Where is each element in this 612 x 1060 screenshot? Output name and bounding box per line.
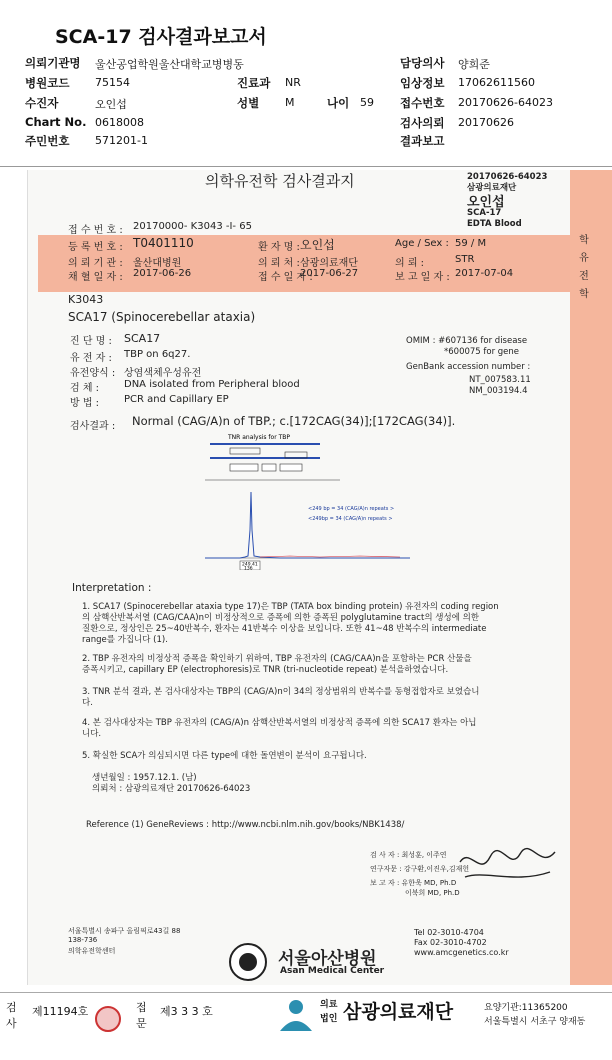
stamp-sample: EDTA Blood	[467, 219, 522, 229]
reg-label: 등 록 번 호 :	[68, 242, 123, 253]
detail-value: TBP on 6q27.	[124, 349, 191, 360]
chart-repeat-label-2: <249bp = 34 (CAG/A)n repeats >	[308, 516, 393, 522]
brand-name: 삼광의료재단	[343, 1001, 454, 1023]
collect-label: 채 혈 일 자 :	[68, 272, 123, 283]
detail-label: 유 전 자 :	[70, 353, 112, 364]
signer-line: 연구자문 : 강구환,이진우,김재헌	[370, 865, 470, 873]
report-sidebar	[570, 170, 612, 985]
contact-tel: Tel 02-3010-4704	[414, 928, 484, 937]
patient-value: 오인섭	[300, 238, 335, 252]
address-line: 의학유전학센터	[68, 947, 116, 955]
detail-value: DNA isolated from Peripheral blood	[124, 379, 300, 390]
detail-label: 유전양식 :	[70, 368, 116, 379]
chart-peak-label: 249.41	[242, 562, 258, 568]
agesex-label: Age / Sex :	[395, 238, 449, 249]
chart-peak	[205, 492, 410, 558]
test-code: K3043	[68, 293, 104, 306]
agesex-value: 59 / M	[455, 238, 487, 249]
label-patient: 수진자	[25, 96, 59, 110]
footer-cell: 사	[6, 1017, 17, 1030]
interp-title: Interpretation :	[72, 582, 152, 594]
value-resident-no: 571201-1	[95, 134, 148, 147]
label-chart: Chart No.	[25, 115, 87, 129]
detail-label: 방 법 :	[70, 398, 100, 409]
interp-line: range를 가집니다 (1).	[82, 635, 168, 645]
omim-disease: OMIM : #607136 for disease	[406, 336, 528, 346]
label-hosp-code: 병원코드	[25, 76, 70, 90]
reportdate-value: 2017-07-04	[455, 268, 514, 279]
hosp-value: 울산대병원	[133, 258, 182, 269]
chart-sca-box	[262, 464, 276, 471]
label-dept: 진료과	[237, 76, 271, 90]
referred-by: 의뢰처 : 삼광의료재단 20170626-64023	[92, 784, 251, 794]
receive-label: 접 수 일 자 :	[258, 272, 313, 283]
foundation-logo-icon	[276, 997, 316, 1031]
receive-value: 2017-06-27	[300, 268, 359, 279]
detail-value: PCR and Capillary EP	[124, 394, 229, 405]
detail-value: 상염색체우성유전	[124, 368, 202, 379]
report-heading: 의학유전학 검사결과지	[205, 172, 355, 190]
value-patient: 오인섭	[95, 98, 127, 111]
contact-web: www.amcgenetics.co.kr	[414, 948, 509, 957]
label-doctor: 담당의사	[400, 56, 445, 70]
genbank-nm: NM_003194.4	[469, 386, 528, 396]
footer-address: 서울특별시 서초구 양재동	[484, 1017, 586, 1027]
birth-date: 생년월일 : 1957.12.1. (남)	[92, 773, 197, 783]
collect-value: 2017-06-26	[133, 268, 192, 279]
chart-repeat-label-1: <249 bp = 34 (CAG/A)n repeats >	[308, 506, 395, 512]
chart-normal-box	[230, 448, 260, 454]
detail-label: 진 단 명 :	[70, 336, 112, 347]
footer	[0, 992, 612, 1060]
value-dept: NR	[285, 76, 301, 89]
label-accession: 접수번호	[400, 96, 445, 110]
chart-sca-box	[230, 464, 258, 471]
interp-line: 3. TNR 분석 결과, 본 검사대상자는 TBP의 (CAG/A)n이 34의 정상범위의 반복수를 동형접합자로 보였습니	[82, 687, 480, 697]
page-title: SCA-17 검사결과보고서	[55, 26, 267, 48]
doc-label: 의 뢰 :	[395, 258, 425, 269]
asan-seal-icon	[228, 942, 268, 982]
chart-title: TNR analysis for TBP	[228, 434, 290, 441]
value-sex: M	[285, 96, 295, 109]
interp-line: 4. 본 검사대상자는 TBP 유전자의 (CAG/A)n 삼핵산반복서열의 비정상적 증폭에 의한 SCA17 환자는 아닙	[82, 718, 477, 728]
result-label: 검사결과 :	[70, 421, 116, 432]
chart-noise	[260, 556, 400, 557]
signer-line: 이북희 MD, Ph.D	[405, 889, 460, 897]
value-doctor: 양희준	[458, 58, 490, 71]
signer-line: 보 고 자 : 유한욱 MD, Ph.D	[370, 879, 457, 887]
genbank-nt: NT_007583.11	[469, 375, 531, 385]
sidebar-label: 학 유 전 학	[579, 235, 589, 300]
test-name: SCA17 (Spinocerebellar ataxia)	[68, 310, 256, 324]
label-request: 검사의뢰	[400, 116, 445, 130]
footer-cell: 문	[136, 1017, 147, 1030]
chart-peak-height: 136	[244, 566, 253, 570]
reference: Reference (1) GeneReviews : http://www.ncbi.nlm.nih.gov/books/NBK1438/	[86, 820, 405, 830]
label-resident-no: 주민번호	[25, 134, 70, 148]
value-chart: 0618008	[95, 116, 144, 129]
footer-cell: 접	[136, 1001, 147, 1014]
red-stamp-icon	[94, 1005, 122, 1033]
label-age: 나이	[327, 96, 350, 110]
chart-sca-box	[280, 464, 302, 471]
value-age: 59	[360, 96, 374, 109]
refer-value: 삼광의료재단	[300, 258, 358, 269]
accession-label: 접 수 번 호 :	[68, 225, 123, 236]
value-accession: 20170626-64023	[458, 96, 553, 109]
footer-cell: 검	[6, 1001, 17, 1014]
hosp-label: 의 뢰 기 관 :	[68, 258, 123, 269]
brand-prefix: 법인	[320, 1014, 338, 1024]
patient-label: 환 자 명 :	[258, 242, 300, 253]
stamp-org: 삼광의료재단	[467, 183, 517, 193]
interp-line: 의 삼핵산반복서열 (CAG/CAA)n이 비정상적으로 증폭에 의한 증폭된 polyglutamine tract의 생성에 의한	[82, 613, 479, 623]
genbank-label: GenBank accession number :	[406, 362, 531, 372]
interp-line: 1. SCA17 (Spinocerebellar ataxia type 17)은 TBP (TATA box binding protein) 유전자의 coding region	[82, 602, 499, 612]
doc-value: STR	[455, 254, 475, 265]
refer-label: 의 뢰 처 :	[258, 258, 300, 269]
interp-line: 다.	[82, 698, 93, 708]
reportdate-label: 보 고 일 자 :	[395, 272, 450, 283]
tnr-chart	[200, 430, 420, 570]
stamp-test: SCA-17	[467, 208, 502, 218]
omim-gene: *600075 for gene	[444, 347, 520, 357]
footer-license: 제11194호	[32, 1005, 89, 1018]
label-sex: 성별	[237, 96, 260, 110]
accession-value: 20170000- K3043 -I- 65	[133, 221, 252, 232]
value-hosp-code: 75154	[95, 76, 130, 89]
contact-fax: Fax 02-3010-4702	[414, 938, 487, 947]
value-clinical: 17062611560	[458, 76, 535, 89]
interp-line: 5. 확실한 SCA가 의심되시면 다른 type에 대한 돌연변이 분석이 요구됩니다.	[82, 751, 367, 761]
detail-value: SCA17	[124, 332, 161, 345]
brand-prefix: 의료	[320, 1000, 338, 1010]
value-hospital: 울산공업학원울산대학교병병동	[95, 58, 244, 71]
reg-value: T0401110	[133, 236, 194, 250]
stamp-code: 20170626-64023	[467, 172, 548, 182]
divider	[0, 166, 612, 167]
center-name-en: Asan Medical Center	[280, 966, 385, 976]
footer-license: 제3 3 3 호	[160, 1005, 213, 1018]
interp-line: 니다.	[82, 729, 102, 739]
interp-line: 질환으로, 정상인은 25~40반복수, 환자는 41반복수 이상을 보입니다. 또한 41~48 반복수의 intermediate	[82, 624, 487, 634]
stamp-name: 오인섭	[467, 195, 505, 210]
center-name: 서울아산병원	[278, 949, 377, 969]
label-hospital: 의뢰기관명	[25, 56, 81, 70]
interp-line: 2. TBP 유전자의 비정상적 증폭을 확인하기 위하여, TBP 유전자의 (CAG/CAA)n을 포함하는 PCR 산물을	[82, 654, 472, 664]
address-line: 138-736	[68, 936, 98, 944]
institution-code: 요양기관:11365200	[484, 1003, 568, 1013]
signature	[455, 842, 560, 890]
signer-line: 검 사 자 : 최성훈, 이주연	[370, 851, 447, 859]
label-clinical: 임상정보	[400, 76, 445, 90]
address-line: 서울특별시 송파구 올림픽로43길 88	[68, 927, 181, 935]
interp-line: 증폭시키고, capillary EP (electrophoresis)로 TNR (tri-nucleotide repeat) 분석을하였습니다.	[82, 665, 449, 675]
detail-label: 검 체 :	[70, 383, 100, 394]
report-header	[0, 0, 612, 168]
label-result-report: 결과보고	[400, 134, 445, 148]
value-request: 20170626	[458, 116, 514, 129]
result-value: Normal (CAG/A)n of TBP.; c.[172CAG(34)];[172CAG(34)].	[132, 414, 456, 428]
